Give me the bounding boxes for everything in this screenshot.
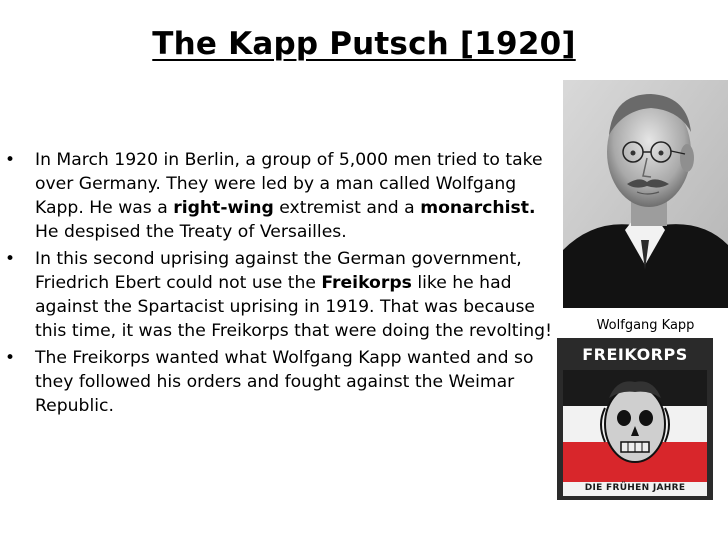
bullet-text: The Freikorps wanted what Wolfgang Kapp wanted and so they followed his orders and fought against the Weimar Republic. (35, 348, 534, 416)
bullet-icon: • (5, 348, 16, 368)
bold-term-monarchist: monarchist. (420, 198, 536, 218)
portrait-photo (563, 80, 728, 308)
bold-term-right-wing: right-wing (173, 198, 274, 218)
freikorps-title: FREIKORPS (582, 345, 688, 364)
bullet-item (0, 346, 552, 418)
bullet-text: like he had against the Spartacist uprising in 1919. That was because this time, it was the Freikorps that were doing the revolting! (35, 273, 552, 341)
bullet-item (0, 148, 552, 244)
bullet-item (0, 247, 552, 343)
slide-title: The Kapp Putsch [1920] (152, 26, 576, 62)
freikorps-album-cover (557, 338, 713, 500)
freikorps-subtitle: DIE FRÜHEN JAHRE (584, 483, 686, 493)
portrait-caption: Wolfgang Kapp (596, 318, 695, 333)
bullet-text: In this second uprising against the German government, Friedrich Ebert could not use the (35, 249, 522, 293)
bullet-list (0, 148, 552, 421)
bullet-text: extremist and a (273, 198, 421, 218)
bullet-icon: • (5, 150, 16, 170)
bold-term-freikorps: Freikorps (321, 273, 412, 293)
bullet-text: In March 1920 in Berlin, a group of 5,000 men tried to take over Germany. They were led by a man called Wolfgang Kapp. He was a (35, 150, 543, 218)
bullet-icon: • (5, 249, 16, 269)
bullet-text: He despised the Treaty of Versailles. (35, 222, 347, 242)
portrait-illustration (563, 80, 728, 308)
